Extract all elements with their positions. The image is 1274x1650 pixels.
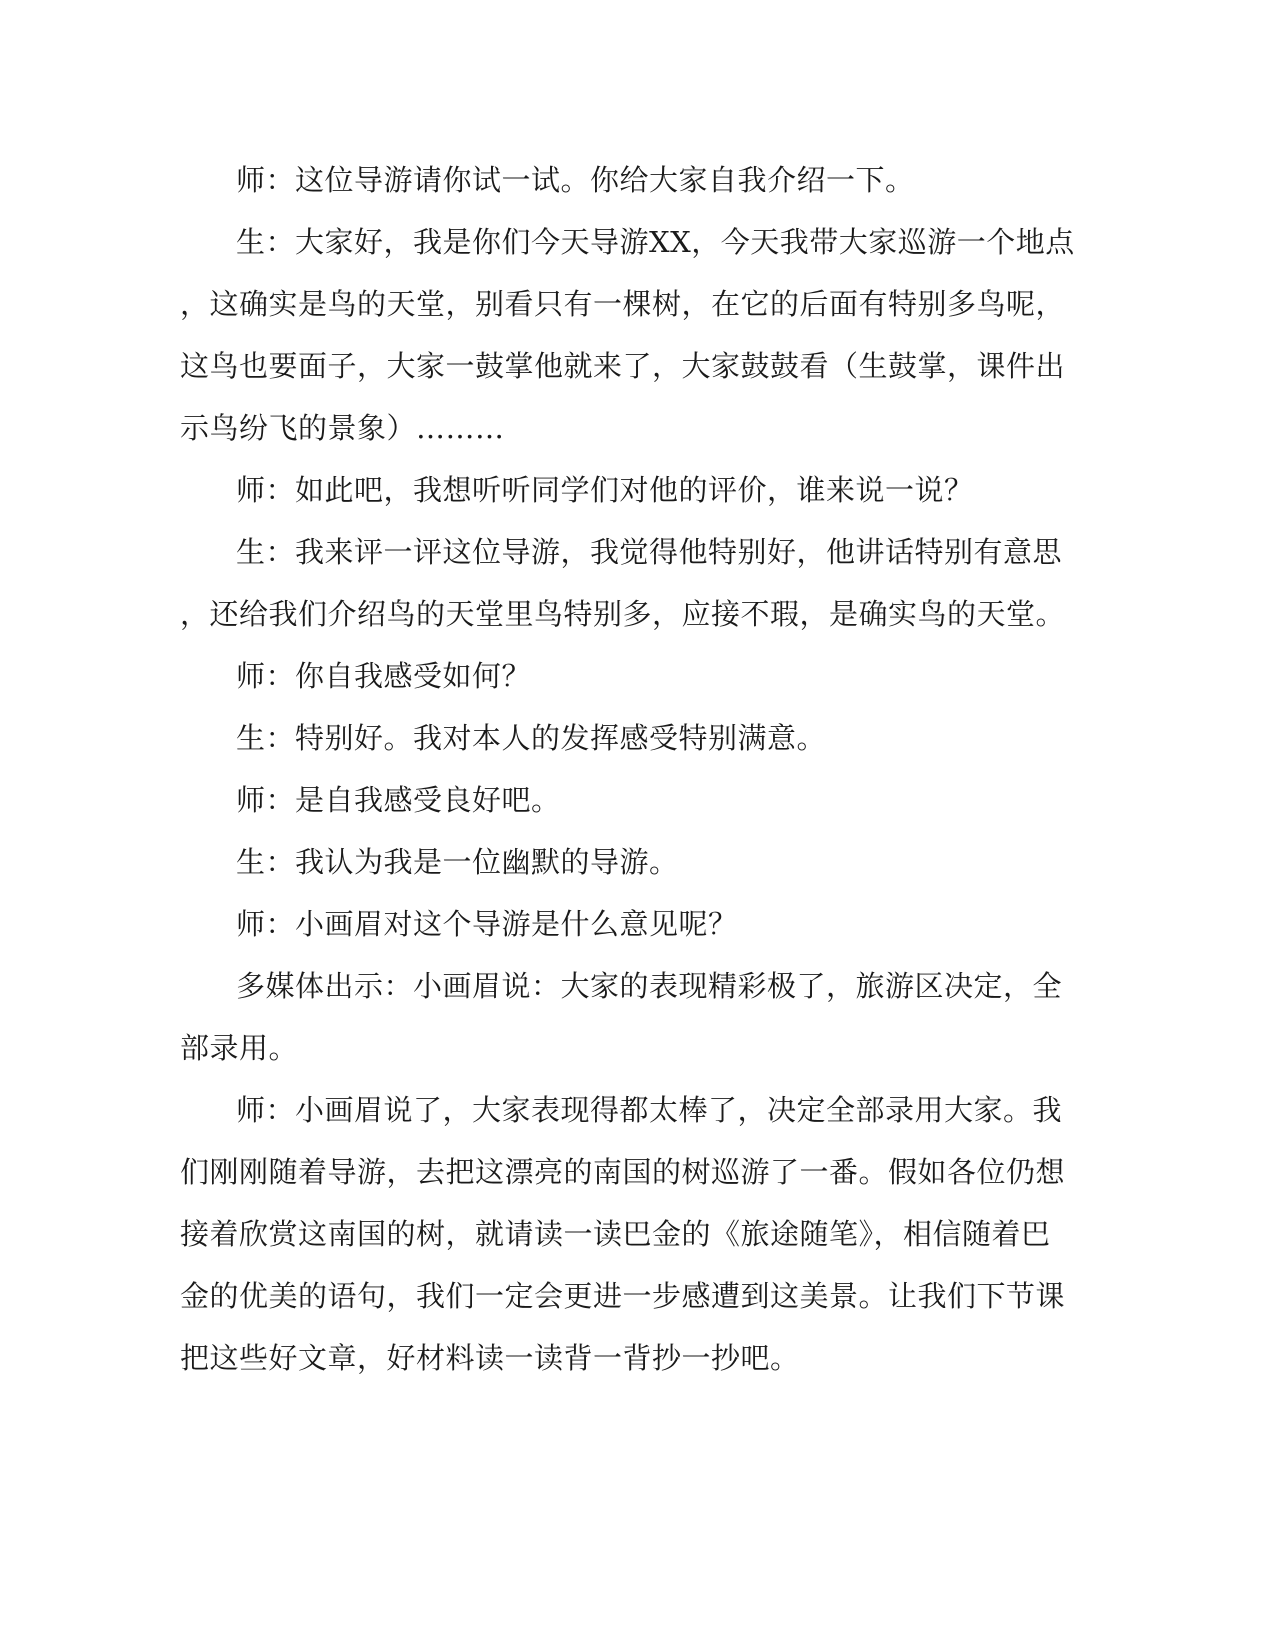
text-line: 接着欣赏这南国的树，就请读一读巴金的《旅途随笔》，相信随着巴 [180, 1217, 1051, 1251]
text-line: 生：特别好。我对本人的发挥感受特别满意。 [236, 721, 827, 755]
text-line: 金的优美的语句，我们一定会更进一步感遭到这美景。让我们下节课 [180, 1279, 1066, 1313]
text-line: 把这些好文章，好材料读一读背一背抄一抄吧。 [180, 1341, 800, 1375]
text-line: 多媒体出示：小画眉说：大家的表现精彩极了，旅游区决定，全 [236, 969, 1063, 1003]
text-line: ，这确实是鸟的天堂，别看只有一棵树，在它的后面有特别多鸟呢， [180, 287, 1066, 321]
text-line: 师：如此吧，我想听听同学们对他的评价，谁来说一说？ [236, 473, 974, 507]
text-line: 这鸟也要面子，大家一鼓掌他就来了，大家鼓鼓看（生鼓掌，课件出 [180, 349, 1066, 383]
text-line: 师：是自我感受良好吧。 [236, 783, 561, 817]
text-line: 师：小画眉对这个导游是什么意见呢？ [236, 907, 738, 941]
text-line: 师：小画眉说了，大家表现得都太棒了，决定全部录用大家。我 [236, 1093, 1063, 1127]
text-line: 生：大家好，我是你们今天导游XX，今天我带大家巡游一个地点 [236, 225, 1075, 259]
text-line: 们刚刚随着导游，去把这漂亮的南国的树巡游了一番。假如各位仍想 [180, 1155, 1066, 1189]
text-line: 部录用。 [180, 1031, 299, 1065]
text-line: 师：这位导游请你试一试。你给大家自我介绍一下。 [236, 163, 915, 197]
text-line: 生：我来评一评这位导游，我觉得他特别好，他讲话特别有意思 [236, 535, 1063, 569]
text-line: 生：我认为我是一位幽默的导游。 [236, 845, 679, 879]
text-line: ，还给我们介绍鸟的天堂里鸟特别多，应接不瑕，是确实鸟的天堂。 [180, 597, 1066, 631]
text-line: 师：你自我感受如何？ [236, 659, 532, 693]
text-line: 示鸟纷飞的景象）……… [180, 411, 505, 445]
